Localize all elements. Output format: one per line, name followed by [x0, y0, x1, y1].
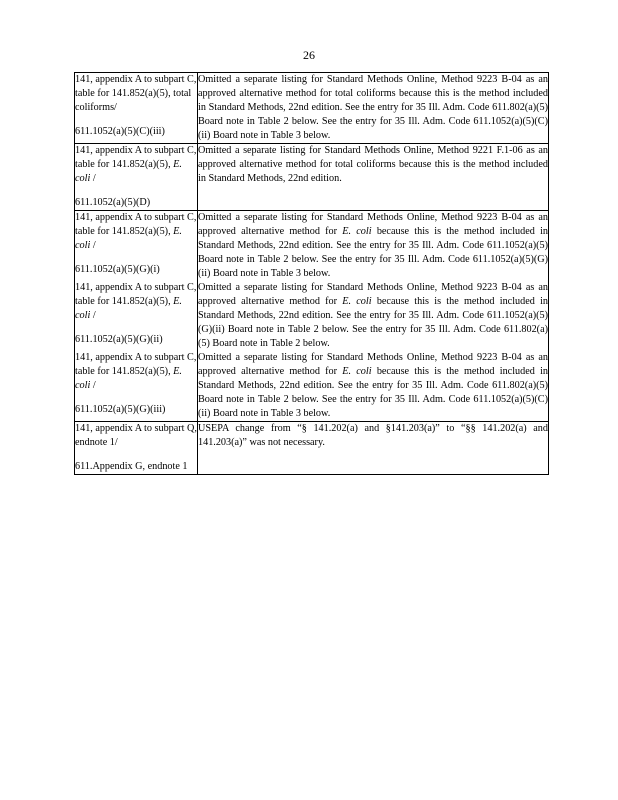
- organism-name: E. coli: [75, 226, 182, 251]
- table-row: [75, 73, 549, 144]
- note-cell: [198, 422, 549, 475]
- citation-cell: [75, 281, 198, 351]
- federal-citation: 141, appendix A to subpart C, table for 141.852(a)(5), E. coli /: [75, 352, 197, 391]
- illinois-citation: 611.1052(a)(5)(G)(ii): [75, 334, 163, 345]
- illinois-citation: 611.Appendix G, endnote 1: [75, 461, 188, 472]
- illinois-citation: 611.1052(a)(5)(G)(i): [75, 264, 160, 275]
- citation-cell: [75, 73, 198, 144]
- table-row: [75, 422, 549, 475]
- note-text: Omitted a separate listing for Standard Methods Online, Method 9221 F.1-06 as an approved alternative method for total coliforms because this is the method included in Standard Methods, 22nd edition.: [198, 145, 548, 184]
- note-cell: [198, 144, 549, 211]
- citation-cell: [75, 211, 198, 282]
- federal-citation: 141, appendix A to subpart C, table for 141.852(a)(5), E. coli /: [75, 212, 197, 251]
- organism-name: E. coli: [342, 296, 372, 307]
- organism-name: E. coli: [342, 366, 372, 377]
- citation-cell: [75, 422, 198, 475]
- illinois-citation: 611.1052(a)(5)(G)(iii): [75, 404, 166, 415]
- citation-cell: [75, 144, 198, 211]
- table-row: [75, 281, 549, 351]
- note-text: Omitted a separate listing for Standard Methods Online, Method 9223 B-04 as an approved alternative method for E. coli because this is the method included in Standard Methods, 22nd edition. See the entry for 35 Ill. Adm. Code 611.1052(a)(5) Board note in Table 2 below. See the entry for 35 Ill. Adm. Code 611.1052(a)(5)(G)(ii) Board note in Table 3 below.: [198, 212, 548, 279]
- table-row: [75, 211, 549, 282]
- organism-name: E. coli: [75, 366, 182, 391]
- table-row: [75, 144, 549, 211]
- note-text: USEPA change from “§ 141.202(a) and §141.203(a)” to “§§ 141.202(a) and 141.203(a)” was not necessary.: [198, 423, 548, 448]
- federal-citation: 141, appendix A to subpart C, table for 141.852(a)(5), E. coli /: [75, 282, 197, 321]
- note-text: Omitted a separate listing for Standard Methods Online, Method 9223 B-04 as an approved alternative method for E. coli because this is the method included in Standard Methods, 22nd edition. See the entry for 35 Ill. Adm. Code 611.1052(a)(5)(G)(ii) Board note in Table 2 below. See the entry for 35 Ill. Adm. Code 611.802(a)(5) Board note in Table 2 below.: [198, 282, 548, 349]
- note-cell: [198, 351, 549, 422]
- page-number: 26: [303, 48, 315, 62]
- organism-name: E. coli: [75, 159, 182, 184]
- federal-citation: 141, appendix A to subpart C, table for 141.852(a)(5), E. coli /: [75, 145, 197, 184]
- correction-table: [74, 72, 549, 475]
- note-cell: [198, 281, 549, 351]
- note-cell: [198, 211, 549, 282]
- illinois-citation: 611.1052(a)(5)(D): [75, 197, 151, 208]
- federal-citation: 141, appendix A to subpart Q, endnote 1/: [75, 423, 197, 448]
- federal-citation: 141, appendix A to subpart C, table for 141.852(a)(5), total coliforms/: [75, 74, 197, 113]
- organism-name: E. coli: [342, 226, 372, 237]
- note-text: Omitted a separate listing for Standard Methods Online, Method 9223 B-04 as an approved alternative method for E. coli because this is the method included in Standard Methods, 22nd edition. See the entry for 35 Ill. Adm. Code 611.802(a)(5) Board note in Table 2 below. See the entry for 35 Ill. Adm. Code 611.1052(a)(5)(C)(ii) Board note in Table 3 below.: [198, 352, 548, 419]
- illinois-citation: 611.1052(a)(5)(C)(iii): [75, 126, 165, 137]
- note-text: Omitted a separate listing for Standard Methods Online, Method 9223 B-04 as an approved alternative method for total coliforms because this is the method included in Standard Methods, 22nd edition. See the entry for 35 Ill. Adm. Code 611.802(a)(5) Board note in Table 2 below. See the entry for 35 Ill. Adm. Code 611.1052(a)(5)(C)(ii) Board note in Table 3 below.: [198, 74, 548, 141]
- note-cell: [198, 73, 549, 144]
- citation-cell: [75, 351, 198, 422]
- table-row: [75, 351, 549, 422]
- organism-name: E. coli: [75, 296, 182, 321]
